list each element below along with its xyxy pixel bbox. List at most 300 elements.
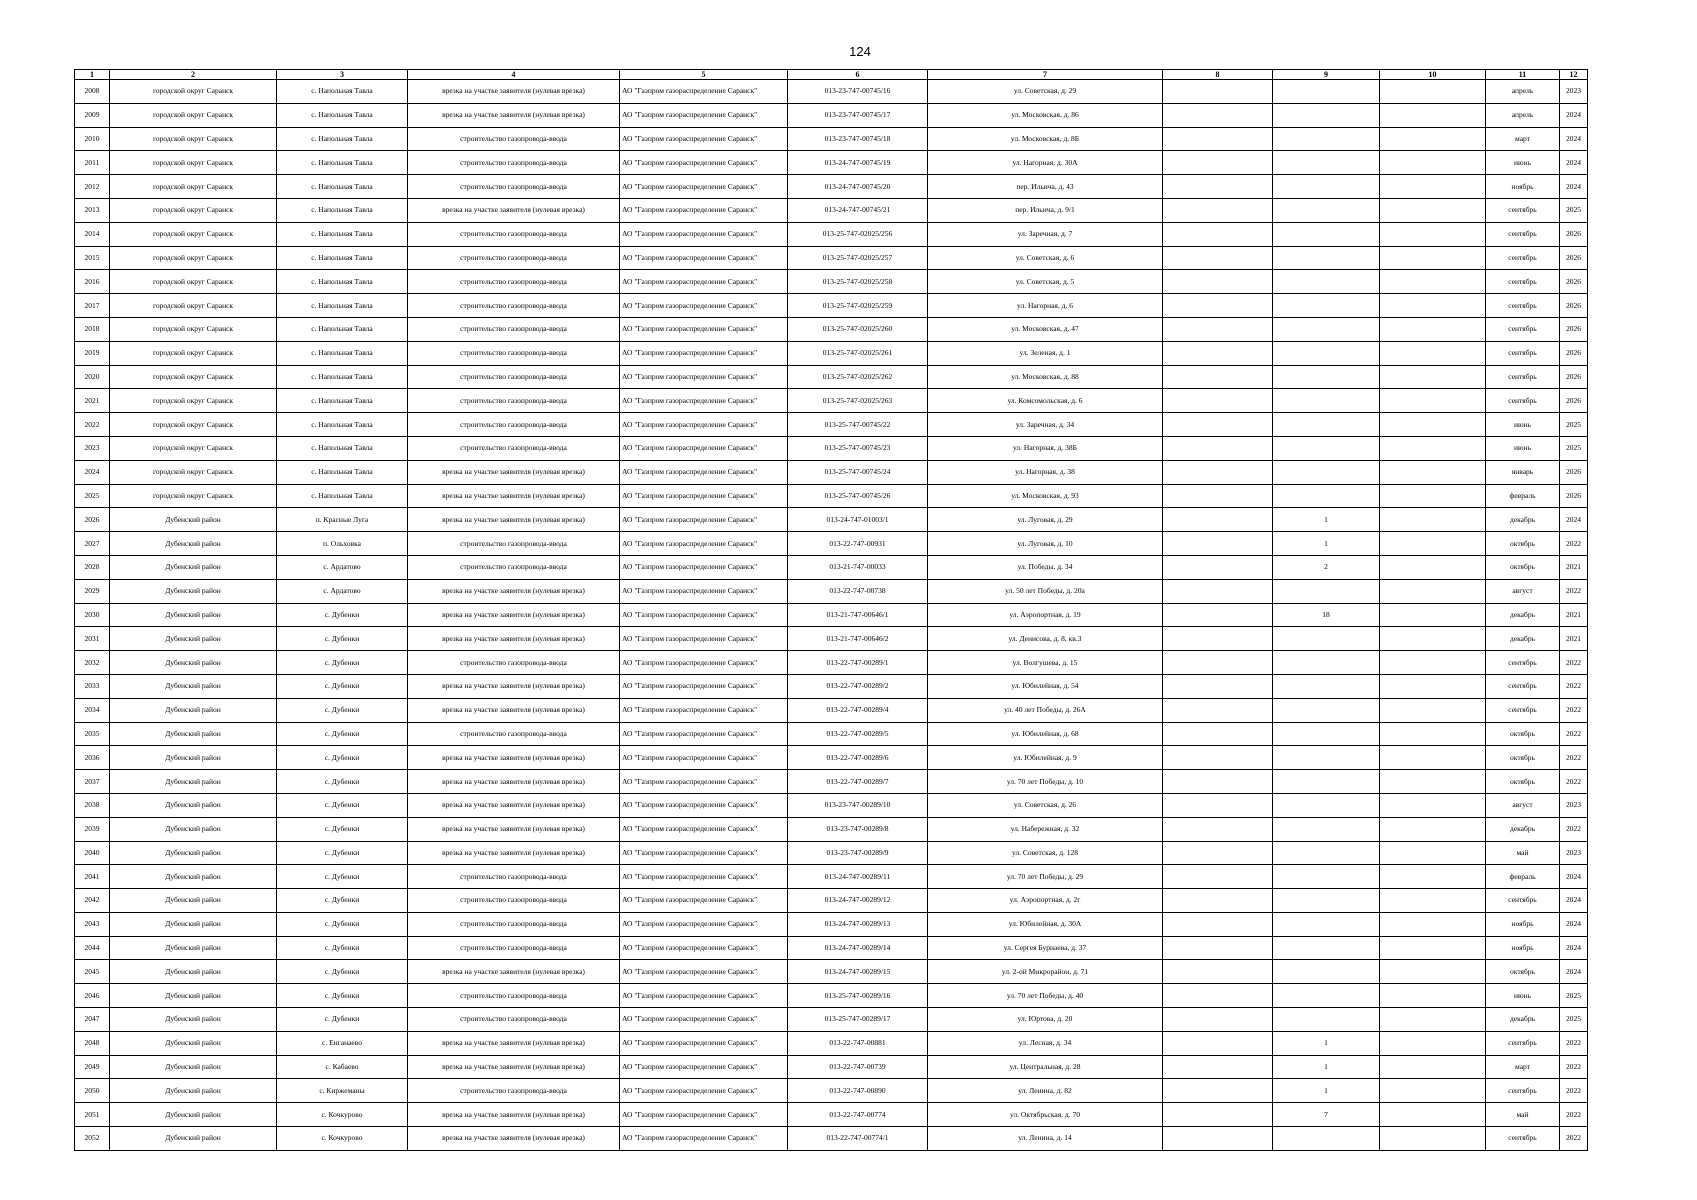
table-cell-col-1: 2018 [75,317,110,341]
table-cell-col-11: сентябрь [1486,1079,1560,1103]
column-header-7: 7 [928,70,1163,80]
table-cell-col-7: ул. Сергея Бурнаева, д. 37 [928,936,1163,960]
table-cell-col-5: АО "Газпром газораспределение Саранск" [620,674,788,698]
table-cell-col-4: строительство газопровода-ввода [408,341,620,365]
table-cell-col-6: 013-22-747-00289/4 [788,698,928,722]
table-cell-col-8 [1163,936,1273,960]
table-cell-col-11: январь [1486,460,1560,484]
table-cell-col-8 [1163,603,1273,627]
table-cell-col-12: 2025 [1560,984,1588,1008]
table-cell-col-11: сентябрь [1486,270,1560,294]
table-cell-col-1: 2008 [75,80,110,104]
table-cell-col-5: АО "Газпром газораспределение Саранск" [620,508,788,532]
table-cell-col-8 [1163,365,1273,389]
table-cell-col-3: с. Дубенки [277,936,408,960]
table-cell-col-9 [1273,270,1380,294]
table-cell-col-4: врезка на участке заявителя (нулевая врезка) [408,1055,620,1079]
table-cell-col-7: ул. Советская, д. 29 [928,80,1163,104]
table-cell-col-4: врезка на участке заявителя (нулевая врезка) [408,1127,620,1151]
table-cell-col-5: АО "Газпром газораспределение Саранск" [620,1008,788,1032]
table-cell-col-7: ул. 70 лет Победы, д. 10 [928,770,1163,794]
table-cell-col-11: февраль [1486,484,1560,508]
table-cell-col-11: сентябрь [1486,1031,1560,1055]
table-cell-col-8 [1163,722,1273,746]
table-cell-col-1: 2051 [75,1103,110,1127]
table-cell-col-5: АО "Газпром газораспределение Саранск" [620,746,788,770]
table-cell-col-5: АО "Газпром газораспределение Саранск" [620,984,788,1008]
table-cell-col-5: АО "Газпром газораспределение Саранск" [620,294,788,318]
table-row [75,1079,1588,1103]
table-cell-col-10 [1380,984,1486,1008]
table-cell-col-8 [1163,389,1273,413]
table-cell-col-3: с. Дубенки [277,793,408,817]
table-cell-col-1: 2041 [75,865,110,889]
table-cell-col-12: 2025 [1560,413,1588,437]
table-cell-col-9 [1273,151,1380,175]
table-cell-col-8 [1163,151,1273,175]
table-row [75,1008,1588,1032]
table-cell-col-6: 013-23-747-00745/17 [788,103,928,127]
table-cell-col-3: с. Напольная Тавла [277,317,408,341]
table-cell-col-7: ул. Советская, д. 6 [928,246,1163,270]
table-cell-col-12: 2026 [1560,270,1588,294]
column-header-5: 5 [620,70,788,80]
table-cell-col-8 [1163,532,1273,556]
table-cell-col-11: декабрь [1486,627,1560,651]
table-cell-col-2: городской округ Саранск [110,246,277,270]
table-cell-col-8 [1163,698,1273,722]
table-cell-col-1: 2020 [75,365,110,389]
table-cell-col-8 [1163,889,1273,913]
table-cell-col-3: с. Напольная Тавла [277,436,408,460]
table-cell-col-3: с. Дубенки [277,889,408,913]
table-cell-col-6: 013-25-747-00289/17 [788,1008,928,1032]
table-cell-col-4: строительство газопровода-ввода [408,389,620,413]
table-cell-col-2: городской округ Саранск [110,389,277,413]
table-cell-col-4: врезка на участке заявителя (нулевая врезка) [408,80,620,104]
table-row [75,912,1588,936]
table-cell-col-12: 2022 [1560,579,1588,603]
table-cell-col-11: октябрь [1486,555,1560,579]
table-cell-col-12: 2022 [1560,1055,1588,1079]
table-cell-col-2: Дубенский район [110,912,277,936]
table-cell-col-12: 2026 [1560,460,1588,484]
table-cell-col-4: строительство газопровода-ввода [408,270,620,294]
table-cell-col-7: ул. Денисова, д. 8, кв.3 [928,627,1163,651]
table-cell-col-5: АО "Газпром газораспределение Саранск" [620,222,788,246]
table-cell-col-2: городской округ Саранск [110,484,277,508]
table-cell-col-7: ул. Советская, д. 128 [928,841,1163,865]
table-cell-col-10 [1380,1103,1486,1127]
table-cell-col-9: 1 [1273,1031,1380,1055]
table-cell-col-12: 2024 [1560,960,1588,984]
table-cell-col-12: 2021 [1560,555,1588,579]
table-cell-col-9: 1 [1273,532,1380,556]
table-cell-col-12: 2024 [1560,865,1588,889]
table-cell-col-8 [1163,1055,1273,1079]
table-cell-col-7: ул. Зеленая, д. 1 [928,341,1163,365]
table-cell-col-8 [1163,817,1273,841]
table-cell-col-5: АО "Газпром газораспределение Саранск" [620,317,788,341]
table-cell-col-11: сентябрь [1486,198,1560,222]
table-cell-col-11: ноябрь [1486,912,1560,936]
table-cell-col-5: АО "Газпром газораспределение Саранск" [620,151,788,175]
table-cell-col-5: АО "Газпром газораспределение Саранск" [620,1079,788,1103]
table-cell-col-12: 2025 [1560,1008,1588,1032]
table-cell-col-11: сентябрь [1486,365,1560,389]
table-cell-col-10 [1380,222,1486,246]
table-cell-col-2: Дубенский район [110,889,277,913]
table-cell-col-1: 2028 [75,555,110,579]
table-cell-col-7: ул. Заречная, д. 7 [928,222,1163,246]
table-cell-col-1: 2014 [75,222,110,246]
table-cell-col-6: 013-22-747-00931 [788,532,928,556]
table-cell-col-1: 2044 [75,936,110,960]
table-cell-col-9 [1273,651,1380,675]
table-cell-col-9 [1273,127,1380,151]
table-cell-col-5: АО "Газпром газораспределение Саранск" [620,365,788,389]
table-cell-col-8 [1163,80,1273,104]
table-cell-col-10 [1380,341,1486,365]
table-cell-col-8 [1163,1008,1273,1032]
table-cell-col-5: АО "Газпром газораспределение Саранск" [620,1055,788,1079]
table-cell-col-12: 2023 [1560,793,1588,817]
table-cell-col-6: 013-25-747-00745/26 [788,484,928,508]
table-cell-col-9 [1273,1008,1380,1032]
table-row [75,246,1588,270]
table-cell-col-10 [1380,389,1486,413]
table-cell-col-12: 2022 [1560,770,1588,794]
table-cell-col-5: АО "Газпром газораспределение Саранск" [620,532,788,556]
table-cell-col-2: городской округ Саранск [110,294,277,318]
table-cell-col-7: ул. Набережная, д. 32 [928,817,1163,841]
table-cell-col-7: ул. 2-ой Микрорайон, д. 71 [928,960,1163,984]
table-cell-col-8 [1163,651,1273,675]
table-cell-col-5: АО "Газпром газораспределение Саранск" [620,651,788,675]
table-cell-col-10 [1380,793,1486,817]
table-cell-col-12: 2022 [1560,532,1588,556]
table-cell-col-8 [1163,984,1273,1008]
table-cell-col-10 [1380,198,1486,222]
table-cell-col-2: городской округ Саранск [110,127,277,151]
table-cell-col-8 [1163,294,1273,318]
table-cell-col-10 [1380,246,1486,270]
table-row [75,936,1588,960]
table-cell-col-10 [1380,532,1486,556]
table-cell-col-7: ул. Лесная, д. 34 [928,1031,1163,1055]
table-cell-col-11: октябрь [1486,532,1560,556]
table-cell-col-9 [1273,436,1380,460]
table-cell-col-6: 013-25-747-00745/22 [788,413,928,437]
table-cell-col-2: Дубенский район [110,936,277,960]
table-cell-col-8 [1163,198,1273,222]
table-cell-col-6: 013-24-747-00745/19 [788,151,928,175]
table-cell-col-9 [1273,294,1380,318]
table-cell-col-4: врезка на участке заявителя (нулевая врезка) [408,484,620,508]
table-cell-col-5: АО "Газпром газораспределение Саранск" [620,698,788,722]
table-cell-col-2: городской округ Саранск [110,103,277,127]
column-header-8: 8 [1163,70,1273,80]
table-cell-col-9 [1273,627,1380,651]
table-cell-col-11: декабрь [1486,817,1560,841]
table-cell-col-7: ул. Победы, д. 34 [928,555,1163,579]
table-cell-col-4: строительство газопровода-ввода [408,413,620,437]
table-cell-col-6: 013-24-747-00745/21 [788,198,928,222]
table-cell-col-4: врезка на участке заявителя (нулевая врезка) [408,746,620,770]
table-cell-col-11: август [1486,579,1560,603]
column-header-3: 3 [277,70,408,80]
table-cell-col-3: с. Напольная Тавла [277,413,408,437]
table-row [75,175,1588,199]
table-cell-col-7: ул. Нагорная, д. 38 [928,460,1163,484]
table-cell-col-4: строительство газопровода-ввода [408,889,620,913]
table-cell-col-1: 2026 [75,508,110,532]
table-cell-col-9 [1273,912,1380,936]
table-cell-col-6: 013-21-747-00646/1 [788,603,928,627]
table-cell-col-10 [1380,413,1486,437]
table-cell-col-2: Дубенский район [110,603,277,627]
table-cell-col-6: 013-24-747-00289/13 [788,912,928,936]
table-cell-col-3: с. Дубенки [277,912,408,936]
table-row [75,1103,1588,1127]
table-cell-col-12: 2023 [1560,841,1588,865]
table-cell-col-12: 2024 [1560,912,1588,936]
table-cell-col-2: Дубенский район [110,698,277,722]
table-cell-col-2: Дубенский район [110,532,277,556]
table-cell-col-4: врезка на участке заявителя (нулевая врезка) [408,1031,620,1055]
table-cell-col-7: ул. Юбилейная, д. 30А [928,912,1163,936]
table-cell-col-9 [1273,80,1380,104]
table-cell-col-5: АО "Газпром газораспределение Саранск" [620,436,788,460]
table-cell-col-2: Дубенский район [110,770,277,794]
table-cell-col-3: с. Дубенки [277,817,408,841]
table-cell-col-11: май [1486,841,1560,865]
table-cell-col-8 [1163,436,1273,460]
table-cell-col-12: 2024 [1560,103,1588,127]
table-cell-col-5: АО "Газпром газораспределение Саранск" [620,198,788,222]
table-cell-col-2: Дубенский район [110,1008,277,1032]
table-cell-col-2: городской округ Саранск [110,365,277,389]
table-cell-col-10 [1380,294,1486,318]
table-cell-col-8 [1163,960,1273,984]
table-cell-col-4: строительство газопровода-ввода [408,151,620,175]
table-cell-col-7: ул. Нагорная, д. 30А [928,151,1163,175]
table-cell-col-12: 2024 [1560,889,1588,913]
table-cell-col-1: 2027 [75,532,110,556]
table-cell-col-6: 013-24-747-00289/15 [788,960,928,984]
table-cell-col-7: ул. Ленина, д. 14 [928,1127,1163,1151]
table-cell-col-12: 2023 [1560,80,1588,104]
table-cell-col-2: Дубенский район [110,508,277,532]
table-cell-col-4: врезка на участке заявителя (нулевая врезка) [408,198,620,222]
table-cell-col-3: п. Красные Луга [277,508,408,532]
table-cell-col-4: строительство газопровода-ввода [408,912,620,936]
table-cell-col-9 [1273,984,1380,1008]
table-cell-col-1: 2023 [75,436,110,460]
table-cell-col-6: 013-25-747-00289/16 [788,984,928,1008]
table-cell-col-9 [1273,889,1380,913]
table-cell-col-7: ул. Юбилейная, д. 68 [928,722,1163,746]
table-cell-col-4: врезка на участке заявителя (нулевая врезка) [408,579,620,603]
table-cell-col-6: 013-25-747-00745/23 [788,436,928,460]
column-header-11: 11 [1486,70,1560,80]
table-cell-col-11: сентябрь [1486,389,1560,413]
table-cell-col-1: 2030 [75,603,110,627]
table-cell-col-9 [1273,341,1380,365]
table-cell-col-9 [1273,222,1380,246]
table-cell-col-12: 2022 [1560,1103,1588,1127]
table-cell-col-8 [1163,746,1273,770]
table-cell-col-10 [1380,579,1486,603]
table-cell-col-6: 013-25-747-02025/256 [788,222,928,246]
table-cell-col-1: 2009 [75,103,110,127]
table-cell-col-2: городской округ Саранск [110,460,277,484]
table-cell-col-1: 2036 [75,746,110,770]
table-cell-col-8 [1163,579,1273,603]
table-cell-col-5: АО "Газпром газораспределение Саранск" [620,770,788,794]
table-cell-col-6: 013-25-747-02025/261 [788,341,928,365]
table-cell-col-11: сентябрь [1486,317,1560,341]
table-cell-col-5: АО "Газпром газораспределение Саранск" [620,460,788,484]
table-cell-col-9 [1273,817,1380,841]
table-cell-col-1: 2046 [75,984,110,1008]
column-header-10: 10 [1380,70,1486,80]
table-cell-col-1: 2012 [75,175,110,199]
table-cell-col-7: ул. Луговая, д. 29 [928,508,1163,532]
table-cell-col-12: 2021 [1560,603,1588,627]
table-cell-col-4: строительство газопровода-ввода [408,175,620,199]
table-cell-col-8 [1163,341,1273,365]
table-cell-col-3: с. Напольная Тавла [277,294,408,318]
table-cell-col-9 [1273,460,1380,484]
table-cell-col-7: ул. Волгушева, д. 15 [928,651,1163,675]
table-cell-col-3: с. Напольная Тавла [277,270,408,294]
table-cell-col-6: 013-25-747-02025/259 [788,294,928,318]
table-cell-col-10 [1380,865,1486,889]
table-cell-col-2: Дубенский район [110,793,277,817]
table-row [75,127,1588,151]
table-cell-col-1: 2048 [75,1031,110,1055]
table-cell-col-3: с. Дубенки [277,1008,408,1032]
table-row [75,984,1588,1008]
table-row [75,103,1588,127]
table-cell-col-2: Дубенский район [110,674,277,698]
table-cell-col-9 [1273,413,1380,437]
table-cell-col-1: 2024 [75,460,110,484]
table-cell-col-5: АО "Газпром газораспределение Саранск" [620,175,788,199]
table-cell-col-1: 2011 [75,151,110,175]
table-cell-col-4: строительство газопровода-ввода [408,246,620,270]
table-cell-col-3: с. Дубенки [277,960,408,984]
table-cell-col-1: 2021 [75,389,110,413]
table-cell-col-8 [1163,413,1273,437]
table-cell-col-1: 2034 [75,698,110,722]
table-cell-col-9: 2 [1273,555,1380,579]
table-cell-col-4: врезка на участке заявителя (нулевая врезка) [408,817,620,841]
table-cell-col-4: строительство газопровода-ввода [408,1008,620,1032]
table-cell-col-11: май [1486,1103,1560,1127]
table-cell-col-10 [1380,103,1486,127]
table-cell-col-8 [1163,103,1273,127]
table-cell-col-4: строительство газопровода-ввода [408,865,620,889]
table-cell-col-9: 7 [1273,1103,1380,1127]
table-cell-col-10 [1380,1008,1486,1032]
table-cell-col-12: 2026 [1560,222,1588,246]
table-cell-col-7: ул. Юртова, д. 20 [928,1008,1163,1032]
table-cell-col-9 [1273,841,1380,865]
registry-table [74,69,1588,1151]
table-cell-col-3: с. Дубенки [277,841,408,865]
table-cell-col-5: АО "Газпром газораспределение Саранск" [620,80,788,104]
table-cell-col-1: 2035 [75,722,110,746]
table-cell-col-10 [1380,627,1486,651]
table-cell-col-9 [1273,1127,1380,1151]
table-row [75,80,1588,104]
table-cell-col-12: 2022 [1560,674,1588,698]
table-cell-col-3: с. Напольная Тавла [277,198,408,222]
table-cell-col-6: 013-23-747-00289/9 [788,841,928,865]
table-cell-col-12: 2022 [1560,1079,1588,1103]
table-cell-col-8 [1163,912,1273,936]
table-cell-col-4: строительство газопровода-ввода [408,1079,620,1103]
column-header-12: 12 [1560,70,1588,80]
table-cell-col-3: с. Напольная Тавла [277,365,408,389]
table-cell-col-4: строительство газопровода-ввода [408,222,620,246]
table-cell-col-3: с. Енганаево [277,1031,408,1055]
table-cell-col-8 [1163,555,1273,579]
table-cell-col-11: июнь [1486,436,1560,460]
table-cell-col-6: 013-22-747-00774/1 [788,1127,928,1151]
table-row [75,1055,1588,1079]
table-cell-col-6: 013-25-747-02025/263 [788,389,928,413]
table-cell-col-3: п. Ольховка [277,532,408,556]
table-cell-col-2: городской округ Саранск [110,436,277,460]
table-cell-col-12: 2026 [1560,341,1588,365]
table-row [75,270,1588,294]
table-cell-col-10 [1380,746,1486,770]
table-cell-col-4: врезка на участке заявителя (нулевая врезка) [408,793,620,817]
table-cell-col-9 [1273,865,1380,889]
table-cell-col-9: 1 [1273,508,1380,532]
table-row [75,579,1588,603]
table-cell-col-9 [1273,103,1380,127]
table-cell-col-3: с. Дубенки [277,722,408,746]
table-cell-col-7: ул. 70 лет Победы, д. 40 [928,984,1163,1008]
table-cell-col-10 [1380,841,1486,865]
table-cell-col-4: строительство газопровода-ввода [408,127,620,151]
table-cell-col-5: АО "Газпром газораспределение Саранск" [620,389,788,413]
table-cell-col-11: сентябрь [1486,294,1560,318]
table-cell-col-1: 2016 [75,270,110,294]
table-cell-col-9 [1273,389,1380,413]
column-header-2: 2 [110,70,277,80]
table-cell-col-6: 013-25-747-02025/260 [788,317,928,341]
table-cell-col-5: АО "Газпром газораспределение Саранск" [620,127,788,151]
table-cell-col-10 [1380,698,1486,722]
table-cell-col-4: строительство газопровода-ввода [408,317,620,341]
table-cell-col-5: АО "Газпром газораспределение Саранск" [620,817,788,841]
table-cell-col-4: врезка на участке заявителя (нулевая врезка) [408,103,620,127]
table-cell-col-4: строительство газопровода-ввода [408,722,620,746]
table-cell-col-9 [1273,960,1380,984]
table-cell-col-9: 18 [1273,603,1380,627]
table-cell-col-8 [1163,317,1273,341]
table-cell-col-12: 2024 [1560,151,1588,175]
table-cell-col-1: 2039 [75,817,110,841]
table-cell-col-8 [1163,841,1273,865]
table-cell-col-4: строительство газопровода-ввода [408,365,620,389]
table-row [75,603,1588,627]
